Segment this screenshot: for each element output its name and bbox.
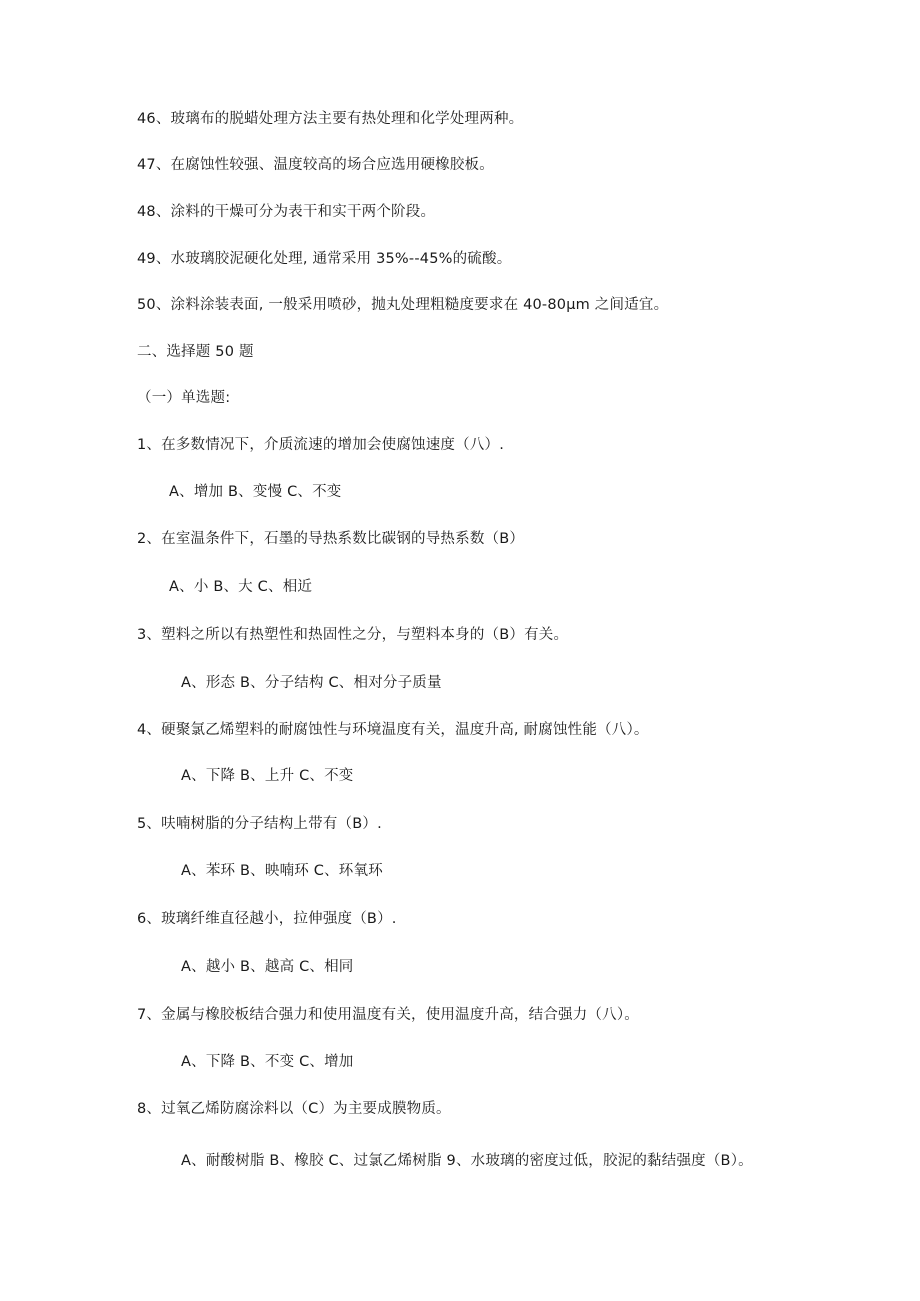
choice-options-1: A、增加 B、变慢 C、不变 [169,484,342,500]
choice-options-7: A、下降 B、不变 C、增加 [181,1054,354,1070]
choice-options-4: A、下降 B、上升 C、不变 [181,768,354,784]
choice-question-6: 6、玻璃纤维直径越小，拉伸强度（B）. [137,911,397,927]
choice-question-8: 8、过氧乙烯防腐涂料以（C）为主要成膜物质。 [137,1101,451,1117]
choice-question-4: 4、硬聚氯乙烯塑料的耐腐蚀性与环境温度有关，温度升高, 耐腐蚀性能（八）。 [137,722,649,738]
choice-options-6: A、越小 B、越高 C、相同 [181,959,354,975]
choice-question-3: 3、塑料之所以有热塑性和热固性之分，与塑料本身的（B）有关。 [137,627,569,643]
choice-options-8: A、耐酸树脂 B、橡胶 C、过氯乙烯树脂 9、水玻璃的密度过低，胶泥的黏结强度（B）。 [181,1153,753,1169]
question-50: 50、涂料涂装表面, 一般采用喷砂，抛丸处理粗糙度要求在 40-80μm 之间适宜。 [137,297,669,313]
question-46: 46、玻璃布的脱蜡处理方法主要有热处理和化学处理两种。 [137,111,524,127]
choice-options-3: A、形态 B、分子结构 C、相对分子质量 [181,675,442,691]
choice-options-5: A、苯环 B、映喃环 C、环氧环 [181,863,383,879]
question-49: 49、水玻璃胶泥硬化处理, 通常采用 35%--45%的硫酸。 [137,251,512,267]
choice-question-1: 1、在多数情况下，介质流速的增加会使腐蚀速度（八）. [137,437,505,453]
section-heading-choice: 二、选择题 50 题 [137,344,254,360]
choice-options-2: A、小 B、大 C、相近 [169,579,313,595]
choice-question-2: 2、在室温条件下，石墨的导热系数比碳钢的导热系数（B） [137,531,525,547]
choice-question-7: 7、金属与橡胶板结合强力和使用温度有关，使用温度升高，结合强力（八）。 [137,1007,639,1023]
subsection-heading-single: （一）单选题: [137,390,231,406]
choice-question-5: 5、呋喃树脂的分子结构上带有（B）. [137,816,382,832]
question-48: 48、涂料的干燥可分为表干和实干两个阶段。 [137,204,436,220]
question-47: 47、在腐蚀性较强、温度较高的场合应选用硬橡胶板。 [137,157,494,173]
